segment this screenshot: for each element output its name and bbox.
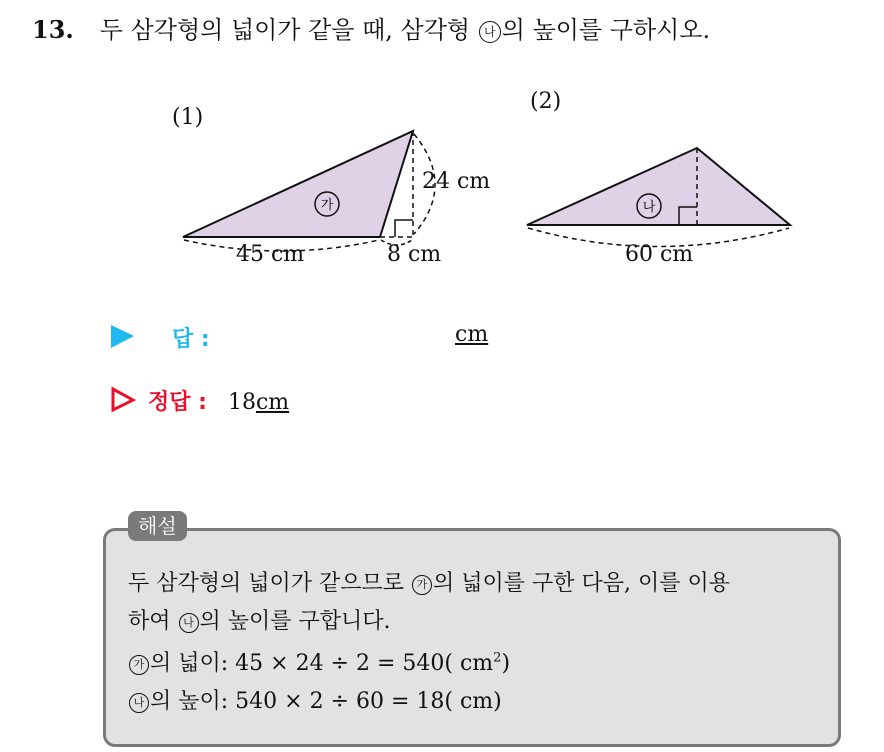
explanation-line-2-end: 의 높이를 구합니다. [199,609,391,634]
correct-answer-label: 정답 : [148,390,207,415]
explanation-line-3 [128,646,510,677]
circled-na-mark: 나 [479,21,501,43]
height-formula: 의 높이: 540 × 2 ÷ 60 = 18( cm) [150,689,502,714]
triangle-ga [183,131,413,237]
circled-ga-mark: 가 [129,655,149,675]
explanation-line-1-end: 의 넓이를 구한 다음, 이를 이용 [433,571,730,596]
explanation-line-1-start: 두 삼각형의 넓이가 같으므로 [128,571,411,596]
base-label-1: 45 cm [236,242,305,267]
right-angle-mark-1 [395,220,413,237]
explanation-line-2 [128,604,391,635]
correct-answer-value: 18 [227,390,256,415]
question-number: 13. [32,15,74,44]
area-formula-close: ) [501,651,511,676]
extension-label: 8 cm [387,242,442,267]
play-icon [111,325,134,348]
circled-na-figure-mark: 나 [642,200,656,215]
area-unit-exponent: 2 [493,650,502,666]
base-label-2: 60 cm [625,242,694,267]
question-text-start: 두 삼각형의 넓이가 같을 때, 삼각형 [99,16,478,44]
circled-na-mark: 나 [179,613,199,633]
figure-1-label: (1) [172,105,204,130]
correct-answer-unit: cm [255,390,290,415]
circled-ga-mark: 가 [320,198,334,213]
figure-2-label: (2) [530,89,562,114]
answer-unit-row [455,322,488,347]
explanation-line-2-start: 하여 [128,609,178,634]
explanation-line-4 [128,684,502,715]
explanation-tag: 해설 [128,511,187,541]
explanation-line-1 [128,566,730,597]
answer-label: 답 : [172,327,210,352]
question-text-end: 의 높이를 구하시오. [501,16,711,44]
circled-ga-mark: 가 [412,575,432,595]
correct-answer-row [148,385,289,416]
answer-row [172,322,210,353]
outline-play-icon [113,389,133,410]
circled-na-mark: 나 [129,693,149,713]
answer-unit: cm [455,322,489,347]
area-formula: 의 넓이: 45 × 24 ÷ 2 = 540( cm [150,651,494,676]
height-label-1: 24 cm [422,169,491,194]
